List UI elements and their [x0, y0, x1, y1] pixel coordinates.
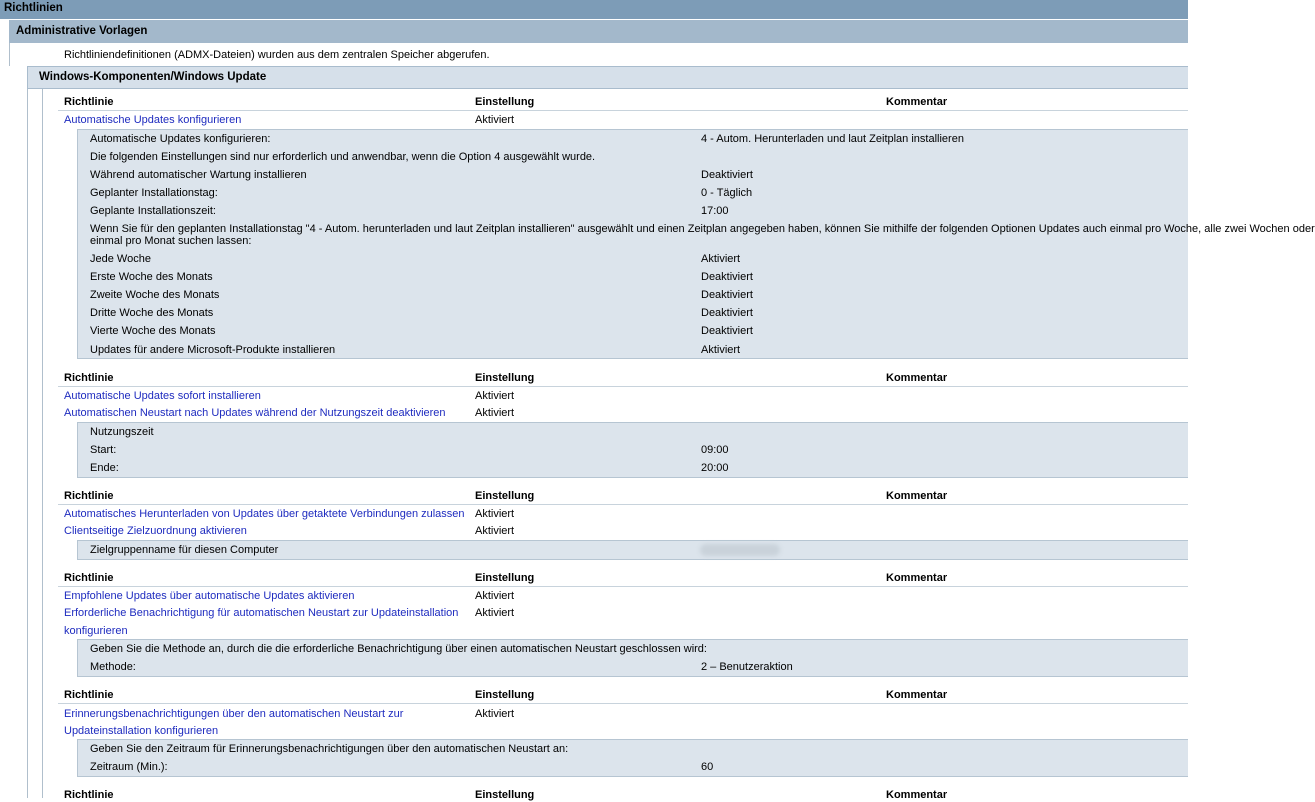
- detail-note: Die folgenden Einstellungen sind nur erforderlich und anwendbar, wenn die Option 4 ausgewählt wurde.: [90, 151, 596, 163]
- header-divider: [58, 386, 1188, 387]
- detail-value: Deaktiviert: [701, 325, 753, 337]
- admx-info-text: Richtliniendefinitionen (ADMX-Dateien) wurden aus dem zentralen Speicher abgerufen.: [64, 49, 490, 61]
- detail-value: 0 - Täglich: [701, 187, 753, 199]
- policy-state: Aktiviert: [475, 390, 515, 402]
- detail-value: Deaktiviert: [701, 169, 753, 181]
- column-header-policy: Richtlinie: [64, 372, 114, 384]
- detail-label: Zeitraum (Min.):: [90, 761, 168, 773]
- column-header-comment: Kommentar: [886, 490, 948, 502]
- policy-state: Aktiviert: [475, 508, 515, 520]
- policy-link-benachrichtigung-neustart[interactable]: Erforderliche Benachrichtigung für automatischen Neustart zur Updateinstallation: [64, 607, 459, 619]
- policy-link-erinnerungsbenachrichtigungen-cont[interactable]: Updateinstallation konfigurieren: [64, 725, 219, 737]
- policy-link-clientseitige-zielzuordnung[interactable]: Clientseitige Zielzuordnung aktivieren: [64, 525, 247, 537]
- detail-label: Dritte Woche des Monats: [90, 307, 214, 319]
- redacted-value: [700, 544, 780, 556]
- detail-note: Geben Sie den Zeitraum für Erinnerungsbenachrichtigungen über den automatischen Neustart an:: [90, 743, 569, 755]
- policy-details-panel: [77, 422, 1188, 478]
- detail-label: Automatische Updates konfigurieren:: [90, 133, 271, 145]
- detail-value: Deaktiviert: [701, 271, 753, 283]
- policy-state: Aktiviert: [475, 590, 515, 602]
- policy-link-getaktete-verbindungen[interactable]: Automatisches Herunterladen von Updates über getaktete Verbindungen zulassen: [64, 508, 465, 520]
- detail-label: Updates für andere Microsoft-Produkte installieren: [90, 344, 336, 356]
- detail-note: einmal pro Monat suchen lassen:: [90, 235, 252, 247]
- column-header-policy: Richtlinie: [64, 689, 114, 701]
- category-header-windows-update[interactable]: Windows-Komponenten/Windows Update: [27, 66, 1188, 89]
- detail-value: Aktiviert: [701, 344, 741, 356]
- column-header-policy: Richtlinie: [64, 572, 114, 584]
- policy-state: Aktiviert: [475, 525, 515, 537]
- detail-value: Aktiviert: [701, 253, 741, 265]
- section-header-richtlinien[interactable]: Richtlinien: [0, 0, 1188, 19]
- column-header-setting: Einstellung: [475, 490, 535, 502]
- column-header-setting: Einstellung: [475, 96, 535, 108]
- column-header-comment: Kommentar: [886, 689, 948, 701]
- tree-guide-line: [42, 89, 43, 798]
- detail-value: Deaktiviert: [701, 307, 753, 319]
- policy-link-updates-sofort-installieren[interactable]: Automatische Updates sofort installieren: [64, 390, 261, 402]
- detail-value: Deaktiviert: [701, 289, 753, 301]
- column-header-setting: Einstellung: [475, 689, 535, 701]
- policy-link-erinnerungsbenachrichtigungen[interactable]: Erinnerungsbenachrichtigungen über den automatischen Neustart zur: [64, 708, 404, 720]
- policy-state: Aktiviert: [475, 114, 515, 126]
- detail-value: 09:00: [701, 444, 729, 456]
- detail-value: 20:00: [701, 462, 729, 474]
- detail-label: Geplante Installationszeit:: [90, 205, 216, 217]
- tree-guide-line: [9, 43, 10, 66]
- column-header-policy: Richtlinie: [64, 96, 114, 108]
- policy-state: Aktiviert: [475, 708, 515, 720]
- column-header-policy: Richtlinie: [64, 490, 114, 502]
- column-header-policy: Richtlinie: [64, 789, 114, 801]
- detail-note: Geben Sie die Methode an, durch die die erforderliche Benachrichtigung über einen automatischen Neustart geschlossen wird:: [90, 643, 707, 655]
- column-header-comment: Kommentar: [886, 96, 948, 108]
- detail-label: Ende:: [90, 462, 119, 474]
- detail-label: Erste Woche des Monats: [90, 271, 213, 283]
- detail-note: Wenn Sie für den geplanten Installationstag "4 - Autom. herunterladen und laut Zeitplan installieren" ausgewählt und einen Zeitplan angegeben haben, können Sie mithilfe der folgenden Optionen Updates auch einmal pro Woche, alle zwei Wochen oder: [90, 223, 1315, 235]
- detail-label: Nutzungszeit: [90, 426, 154, 438]
- column-header-setting: Einstellung: [475, 372, 535, 384]
- column-header-comment: Kommentar: [886, 572, 948, 584]
- detail-value: 60: [701, 761, 714, 773]
- detail-label: Geplanter Installationstag:: [90, 187, 218, 199]
- detail-value: 4 - Autom. Herunterladen und laut Zeitplan installieren: [701, 133, 964, 145]
- detail-label: Start:: [90, 444, 117, 456]
- tree-guide-line: [27, 89, 28, 798]
- header-divider: [58, 504, 1188, 505]
- detail-value: 17:00: [701, 205, 729, 217]
- policy-link-benachrichtigung-neustart-cont[interactable]: konfigurieren: [64, 625, 128, 637]
- policy-state: Aktiviert: [475, 607, 515, 619]
- header-divider: [58, 110, 1188, 111]
- policy-state: Aktiviert: [475, 407, 515, 419]
- column-header-setting: Einstellung: [475, 789, 535, 801]
- column-header-comment: Kommentar: [886, 789, 948, 801]
- detail-label: Vierte Woche des Monats: [90, 325, 216, 337]
- detail-label: Zweite Woche des Monats: [90, 289, 220, 301]
- detail-label: Während automatischer Wartung installieren: [90, 169, 307, 181]
- policy-link-neustart-nutzungszeit[interactable]: Automatischen Neustart nach Updates während der Nutzungszeit deaktivieren: [64, 407, 446, 419]
- header-divider: [58, 586, 1188, 587]
- detail-label: Methode:: [90, 661, 136, 673]
- column-header-setting: Einstellung: [475, 572, 535, 584]
- policy-link-automatische-updates-konfigurieren[interactable]: Automatische Updates konfigurieren: [64, 114, 242, 126]
- policy-link-empfohlene-updates[interactable]: Empfohlene Updates über automatische Updates aktivieren: [64, 590, 355, 602]
- section-header-administrative-vorlagen[interactable]: Administrative Vorlagen: [9, 20, 1188, 43]
- header-divider: [58, 703, 1188, 704]
- column-header-comment: Kommentar: [886, 372, 948, 384]
- detail-label: Jede Woche: [90, 253, 151, 265]
- detail-value: 2 – Benutzeraktion: [701, 661, 793, 673]
- detail-label: Zielgruppenname für diesen Computer: [90, 544, 279, 556]
